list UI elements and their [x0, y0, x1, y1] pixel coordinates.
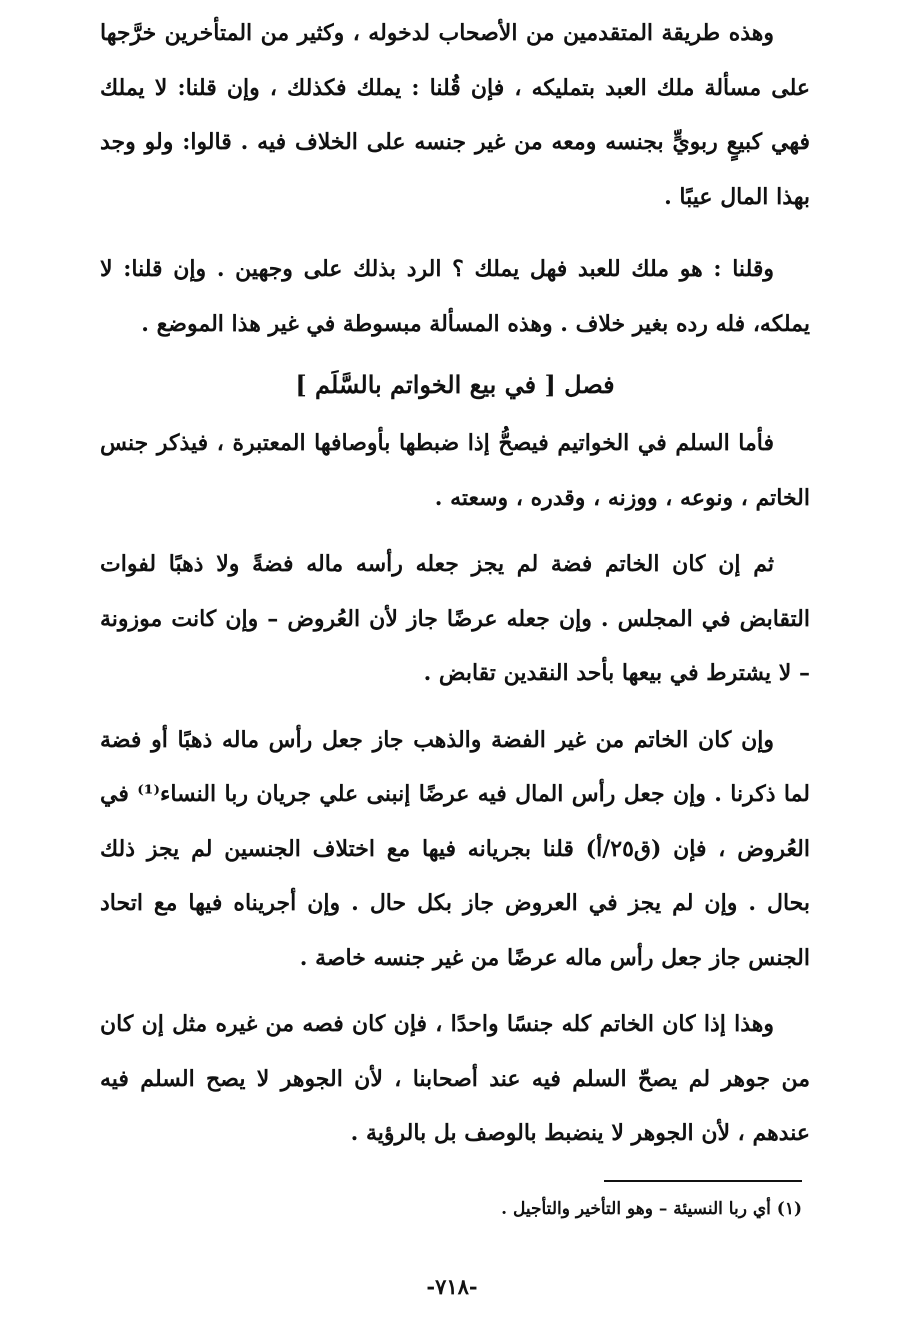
- paragraph: ثم إن كان الخاتم فضة لم يجز جعله رأسه ماله فضةً ولا ذهبًا لفوات التقابض في المجلس . وإن جعله عرضًا جاز لأن العُروض – وإن كانت موزونة – لا يشترط في بيعها بأحد النقدين تقابض .: [100, 551, 810, 686]
- section-body: [100, 416, 810, 1161]
- paragraph: وقلنا : هو ملك للعبد فهل يملك ؟ الرد بذلك على وجهين . وإن قلنا: لا يملكه، فله رده بغير خلاف . وهذه المسألة مبسوطة في غير هذا الموضع .: [100, 256, 810, 337]
- page-number: -٧١٨-: [426, 1274, 478, 1299]
- footnote: (١) أي ربا النسيئة – وهو التأخير والتأجيل .: [501, 1199, 802, 1219]
- paragraph: وإن كان الخاتم من غير الفضة والذهب جاز جعل رأس ماله ذهبًا أو فضة لما ذكرنا . وإن جعل رأس المال فيه عرضًا إنبنى علي جريان ربا النساء⁽¹⁾ في العُروض ، فإن (ق٢٥/أ) قلنا بجريانه فيها مع اختلاف الجنسين لم يجز ذلك بحال . وإن لم يجز في العروض جاز بكل حال . وإن أجريناه فيها مع اتحاد الجنس جاز جعل رأس ماله عرضًا من غير جنسه خاصة .: [100, 726, 810, 971]
- section-heading: فصل [ في بيع الخواتم بالسَّلَم ]: [295, 370, 615, 399]
- top-text-block-2: [100, 242, 810, 351]
- paragraph: فأما السلم في الخواتيم فيصحُّ إذا ضبطها بأوصافها المعتبرة ، فيذكر جنس الخاتم ، ونوعه ، ووزنه ، وقدره ، وسعته .: [100, 430, 810, 511]
- footnote-separator: [604, 1180, 802, 1182]
- paragraph: وهذه طريقة المتقدمين من الأصحاب لدخوله ، وكثير من المتأخرين خرَّجها على مسألة ملك العبد بتمليكه ، فإن قُلنا : يملك فكذلك ، وإن قلنا: لا يملك فهي كبيعٍ ربويٍّ بجنسه ومعه من غير جنسه على الخلاف فيه . قالوا: ولو وجد بهذا المال عيبًا .: [100, 20, 810, 210]
- paragraph: وهذا إذا كان الخاتم كله جنسًا واحدًا ، فإن كان فصه من غيره مثل إن كان من جوهر لم يصحّ السلم فيه عند أصحابنا ، لأن الجوهر لا يصح السلم فيه عندهم ، لأن الجوهر لا ينضبط بالوصف بل بالرؤية .: [100, 1011, 810, 1146]
- top-text-block: [100, 6, 810, 224]
